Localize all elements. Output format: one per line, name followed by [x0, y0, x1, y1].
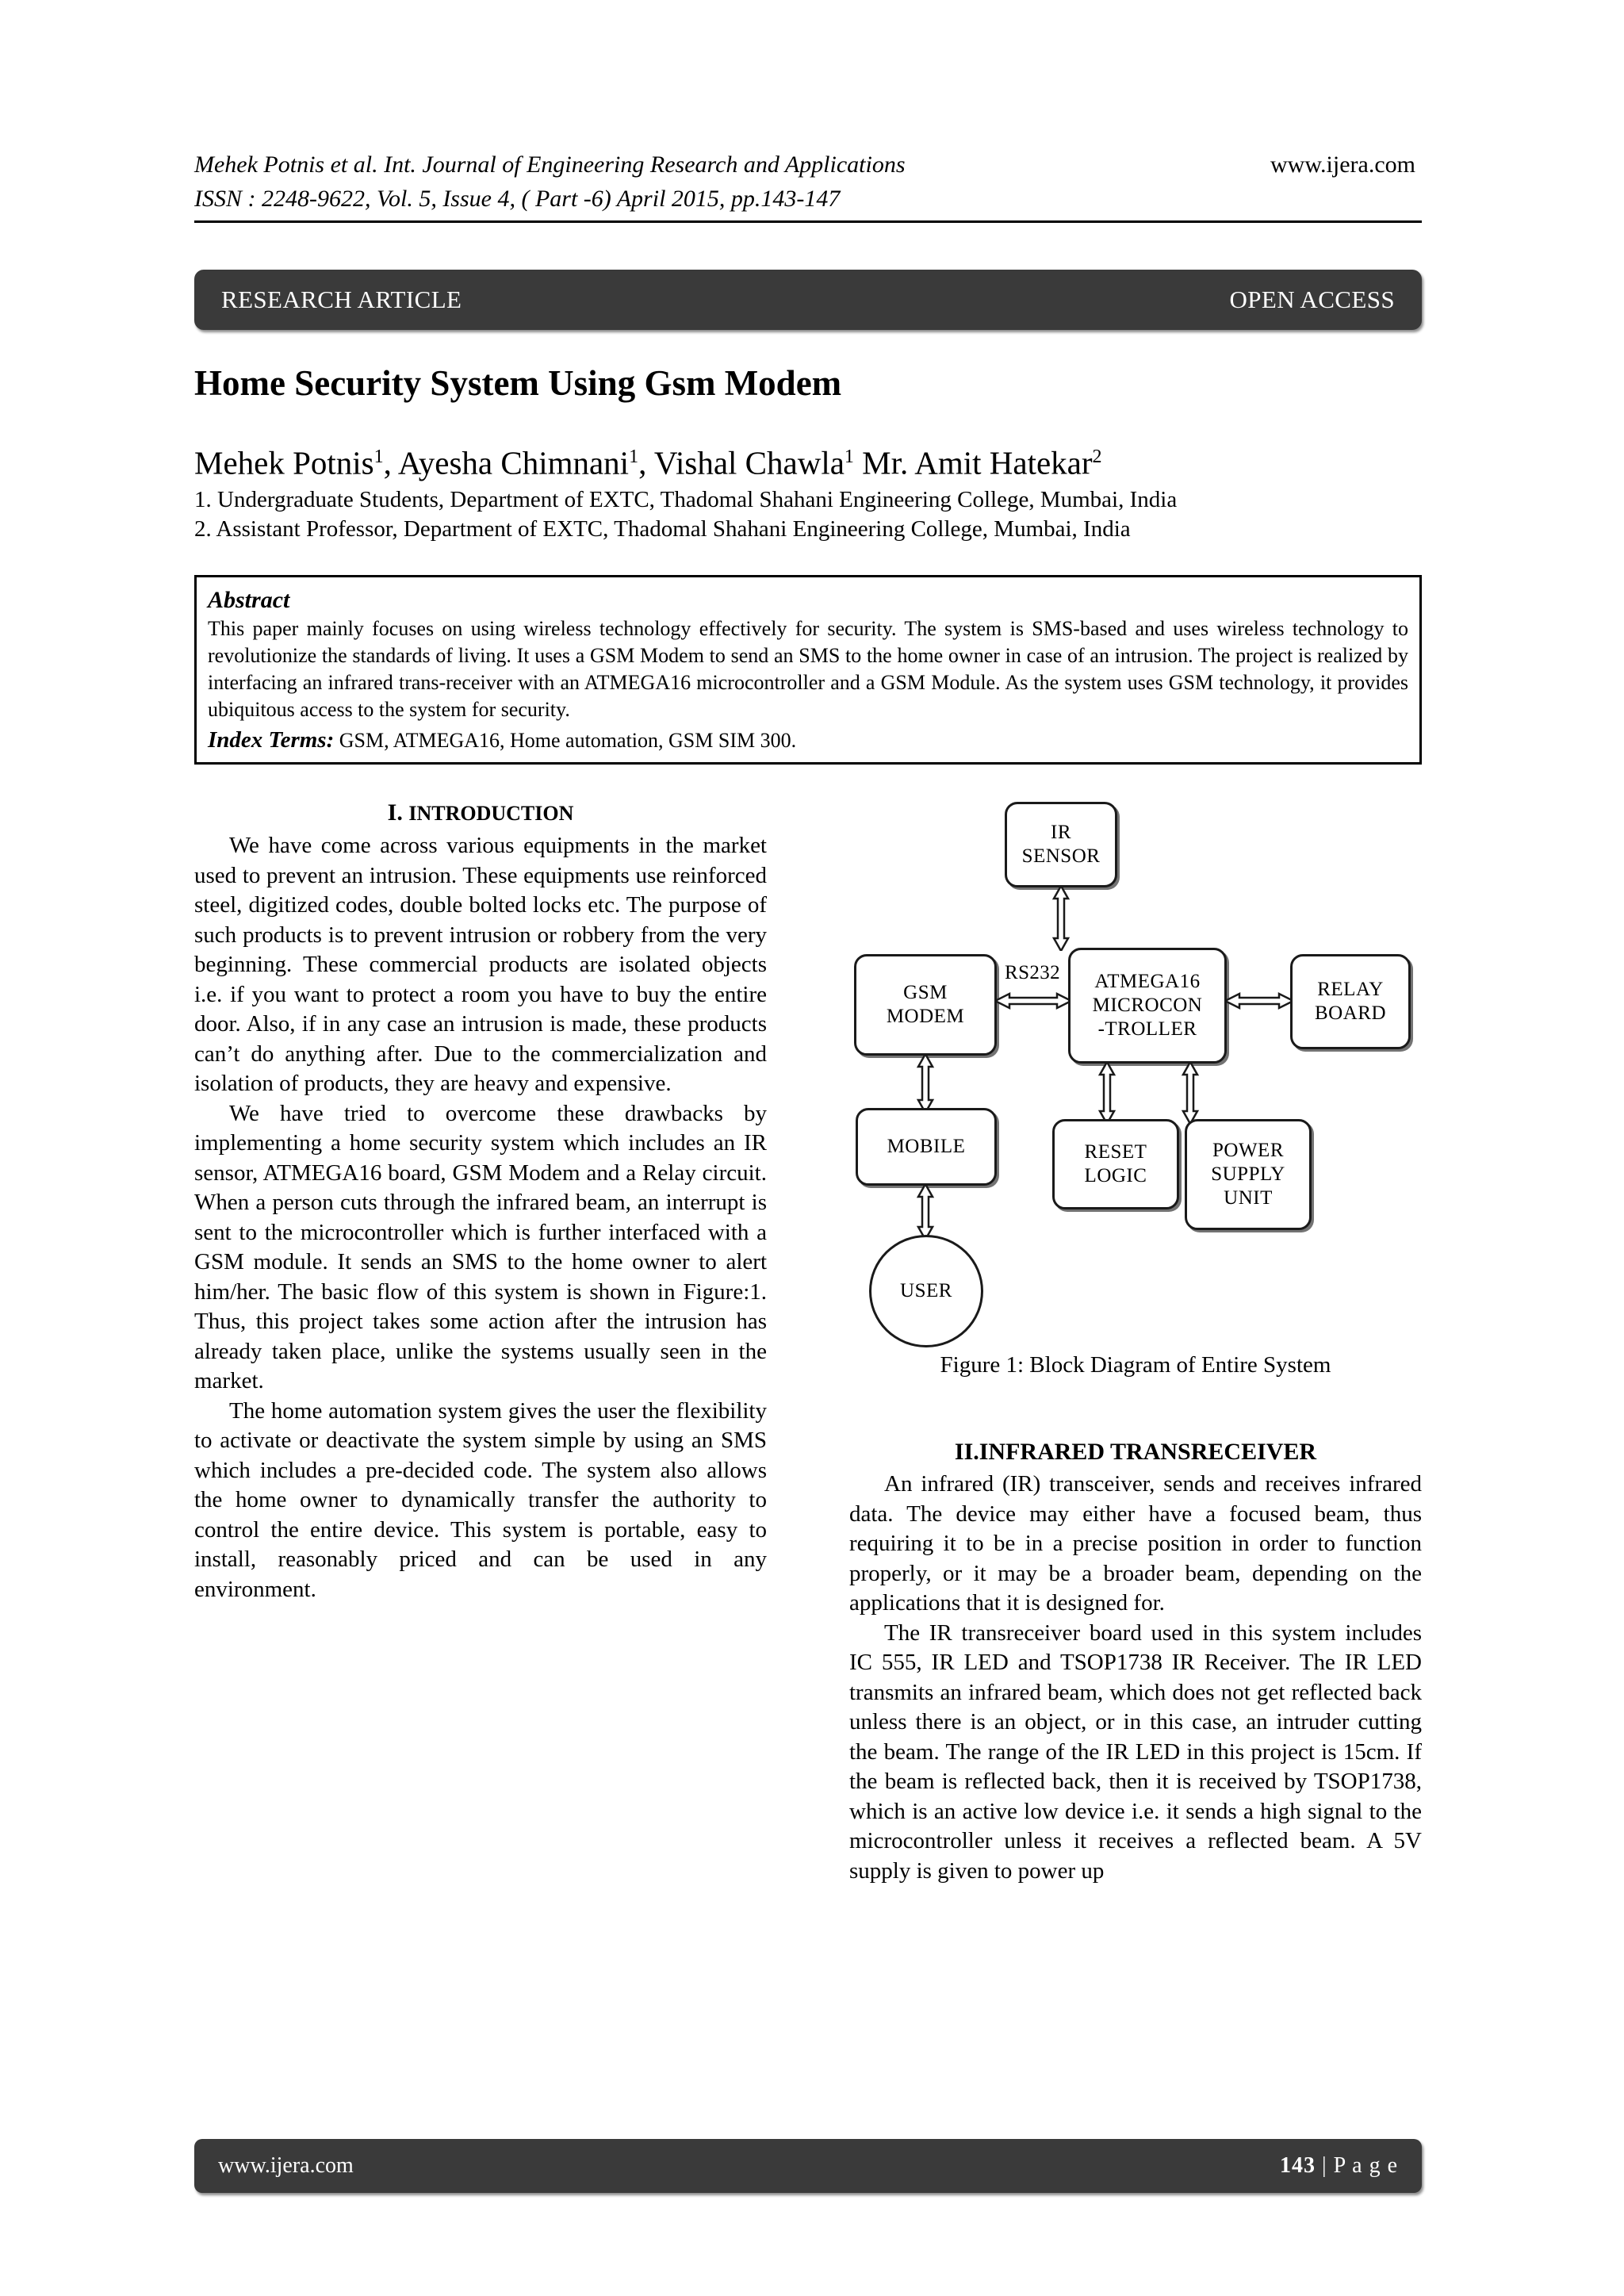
affiliation-2: 2. Assistant Professor, Department of EXTC, Thadomal Shahani Engineering College, Mumbai, India — [194, 516, 1131, 542]
infrared-paragraph-1: An infrared (IR) transceiver, sends and receives infrared data. The device may either have a focused beam, thus requiring it to be in a precise position in order to function properly, or it may be a broader beam, depending on the applications that it is designed for. — [849, 1471, 1422, 1616]
index-terms-line — [208, 725, 1408, 756]
journal-website: www.ijera.com — [1270, 151, 1415, 178]
mcu-label-line3: -TROLLER — [1097, 1018, 1197, 1040]
running-head-line-2 — [194, 182, 1422, 216]
page-number-value: 143 — [1280, 2153, 1316, 2178]
section-heading-infrared-transreceiver: II.INFRARED TRANSRECEIVER — [954, 1439, 1317, 1465]
author-name-3: Vishal Chawla — [653, 444, 845, 481]
diagram-block-atmega16-microcontroller — [1068, 948, 1227, 1064]
article-type-banner — [194, 270, 1422, 330]
block-diagram-figure — [849, 797, 1422, 1400]
author-affil-marker-2: 1 — [629, 447, 639, 467]
page-title: Home Security System Using Gsm Modem — [194, 363, 842, 403]
footer-website: www.ijera.com — [218, 2153, 354, 2178]
author-list — [194, 436, 1422, 484]
edge-label-rs232: RS232 — [1005, 962, 1061, 983]
relay-board-label-line2: BOARD — [1314, 1002, 1386, 1024]
diagram-block-power-supply-unit — [1185, 1119, 1312, 1230]
running-head — [194, 148, 1422, 223]
author-affil-marker-1: 1 — [373, 447, 384, 467]
journal-citation-line: Mehek Potnis et al. Int. Journal of Engineering Research and Applications — [194, 151, 906, 178]
diagram-block-reset-logic — [1052, 1119, 1179, 1209]
abstract-body: This paper mainly focuses on using wireless technology effectively for security. The system is SMS-based and uses wireless technology to revolutionize the standards of living. It uses a GSM Modem to send an SMS to the home owner in case of an intrusion. The project is realized by interfacing an infrared trans-receiver with an ATMEGA16 microcontroller and a GSM Module. As the system uses GSM technology, it provides ubiquitous access to the system for security. — [208, 617, 1408, 721]
author-affil-marker-4: 2 — [1092, 447, 1102, 467]
power-supply-label-line3: UNIT — [1224, 1187, 1273, 1209]
author-name-2: Ayesha Chimnani — [397, 444, 630, 481]
infrared-paragraph-2: The IR transreceiver board used in this system includes IC 555, IR LED and TSOP1738 IR Receiver. The IR LED transmits an infrared beam, which does not get reflected back unless there is an object, or in this case, an intruder cutting the beam. The range of the IR LED in this project is 15cm. If the beam is reflected back, then it is received by TSOP1738, which is an active low device i.e. it sends a high signal to the microcontroller unless it receives a reflected beam. A 5V supply is given to power up — [849, 1619, 1422, 1884]
abstract-label: Abstract — [208, 587, 290, 613]
research-article-label: RESEARCH ARTICLE — [221, 286, 462, 313]
figure-caption: Figure 1: Block Diagram of Entire System — [940, 1352, 1331, 1378]
index-terms-label: Index Terms: — [208, 727, 335, 753]
section-heading-introduction — [194, 797, 767, 830]
author-separator-3 — [854, 445, 862, 481]
arrow-mcu-to-relay-board — [1225, 989, 1293, 1013]
body-columns — [194, 797, 1422, 2018]
arrow-mobile-to-user — [914, 1184, 937, 1240]
reset-logic-label-line2: LOGIC — [1084, 1165, 1147, 1186]
relay-board-label-line1: RELAY — [1317, 979, 1384, 1000]
index-terms-values: GSM, ATMEGA16, Home automation, GSM SIM 300. — [334, 729, 797, 752]
arrow-ir-sensor-to-mcu — [1049, 886, 1073, 951]
arrow-mcu-to-power-supply-unit — [1178, 1062, 1202, 1124]
diagram-block-user — [869, 1235, 983, 1347]
left-column — [194, 797, 767, 1604]
arrow-gsm-to-mcu — [995, 989, 1071, 1013]
open-access-label: OPEN ACCESS — [1229, 286, 1395, 313]
section-number: I. — [387, 799, 403, 826]
affiliation-1: 1. Undergraduate Students, Department of EXTC, Thadomal Shahani Engineering College, Mumbai, India — [194, 487, 1178, 512]
diagram-block-relay-board — [1290, 954, 1411, 1049]
reset-logic-label-line1: RESET — [1084, 1141, 1147, 1163]
author-separator-1: , — [383, 444, 398, 481]
diagram-block-ir-sensor — [1005, 802, 1117, 887]
abstract-box — [194, 575, 1422, 765]
author-separator-2: , — [638, 444, 654, 481]
author-affil-marker-3: 1 — [844, 447, 854, 467]
user-label: USER — [900, 1280, 952, 1301]
ir-sensor-label-line2: SENSOR — [1021, 845, 1101, 867]
ir-sensor-label-line1: IR — [1051, 822, 1071, 843]
footer-page-number — [1280, 2153, 1398, 2179]
page-footer — [194, 2139, 1422, 2193]
running-head-line-1 — [194, 148, 1422, 182]
mcu-label-line2: MICROCON — [1092, 995, 1203, 1016]
affiliations — [194, 485, 1422, 544]
gsm-modem-label-line1: GSM — [903, 982, 948, 1003]
power-supply-label-line2: SUPPLY — [1211, 1163, 1285, 1185]
arrow-mcu-to-reset-logic — [1095, 1062, 1119, 1124]
arrow-gsm-to-mobile — [914, 1054, 937, 1113]
section-title: INTRODUCTION — [408, 802, 574, 825]
gsm-modem-label-line2: MODEM — [886, 1006, 965, 1027]
page-number-suffix: | P a g e — [1316, 2153, 1398, 2178]
issn-line: ISSN : 2248-9622, Vol. 5, Issue 4, ( Part -6) April 2015, pp.143-147 — [194, 186, 841, 212]
intro-paragraph-1: We have come across various equipments in the market used to prevent an intrusion. These equipments use reinforced steel, digitized codes, double bolted locks etc. The purpose of such products is to prevent intrusion or robbery from the very beginning. These commercial products are isolated objects i.e. if you want to protect a room you have to buy the entire door. Also, if in any case an intrusion is made, these products can’t do anything after. Due to the commercialization and isolation of products, they are heavy and expensive. — [194, 833, 767, 1096]
mobile-label: MOBILE — [887, 1136, 966, 1157]
header-divider — [194, 220, 1422, 223]
mcu-label-line1: ATMEGA16 — [1094, 971, 1201, 992]
right-column — [849, 797, 1422, 1886]
author-name-1: Mehek Potnis — [194, 444, 374, 481]
author-name-4: Mr. Amit Hatekar — [862, 444, 1093, 481]
paper-page — [194, 0, 1422, 2296]
power-supply-label-line1: POWER — [1212, 1140, 1284, 1161]
diagram-block-mobile — [856, 1108, 997, 1186]
intro-paragraph-3: The home automation system gives the user the flexibility to activate or deactivate the system simple by using an SMS which includes a pre-decided code. The system also allows the home owner to dynamically transfer the authority to control the entire device. This system is portable, easy to install, reasonably priced and can be used in any environment. — [194, 1397, 767, 1602]
diagram-block-gsm-modem — [854, 954, 997, 1056]
intro-paragraph-2: We have tried to overcome these drawbacks by implementing a home security system which includes an IR sensor, ATMEGA16 board, GSM Modem and a Relay circuit. When a person cuts through the infrared beam, an interrupt is sent to the microcontroller which is further interfaced with a GSM module. It sends an SMS to the home owner to alert him/her. The basic flow of this system is shown in Figure:1. Thus, this project takes some action after the intrusion has already taken place, unlike the systems usually seen in the market. — [194, 1100, 767, 1393]
